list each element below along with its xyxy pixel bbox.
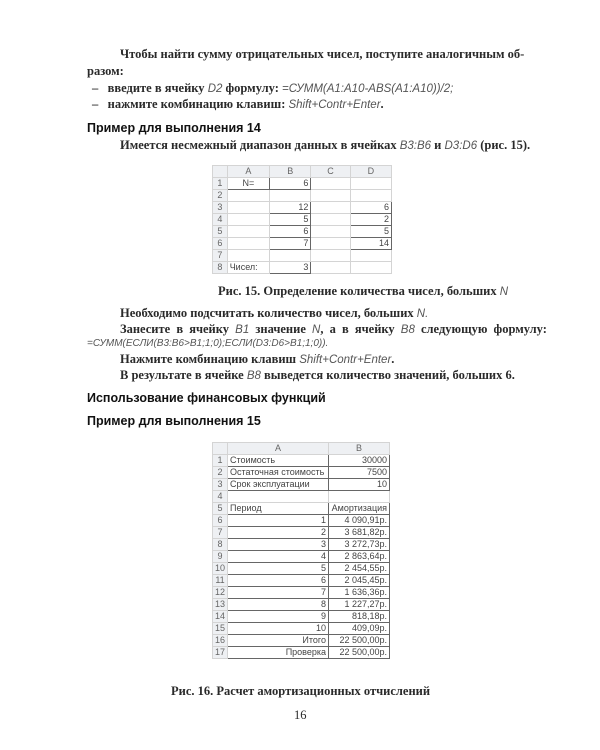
row-header: 5: [213, 226, 228, 238]
text: и: [431, 138, 445, 152]
cell-c: [311, 262, 350, 274]
paragraph-line: [120, 368, 515, 383]
text: формулу:: [222, 81, 283, 95]
cell-a: [228, 491, 329, 503]
keys: Shift+Contr+Enter: [299, 354, 392, 366]
cell-c: [311, 238, 350, 250]
cell-b: 5: [270, 214, 311, 226]
cell-b: 22 500,00р.: [329, 647, 390, 659]
cell-b: 3: [270, 262, 311, 274]
row-header: 1: [213, 455, 228, 467]
cell-b: 2 045,45р.: [329, 575, 390, 587]
paragraph-line: [120, 306, 428, 321]
cell-a: N=: [227, 178, 269, 190]
cell-c: [311, 178, 350, 190]
text: Нажмите комбинацию клавиш: [120, 352, 300, 366]
heading-financial-functions: Использование финансовых функций: [87, 391, 326, 405]
cell-c: [311, 214, 350, 226]
cell-b: [329, 491, 390, 503]
text: выведется количество значений, больших 6.: [260, 368, 515, 382]
cell-b: 2 863,64р.: [329, 551, 390, 563]
keys: Shift+Contr+Enter: [288, 99, 381, 111]
cell-a: 8: [228, 599, 329, 611]
heading-example-15: Пример для выполнения 15: [87, 414, 261, 428]
table-row: [213, 455, 390, 467]
row-header: 15: [213, 623, 228, 635]
figure-15-caption: [218, 284, 508, 299]
table-row: [213, 563, 390, 575]
row-header: 8: [213, 262, 228, 274]
row-header: 7: [213, 527, 228, 539]
text: значение: [249, 322, 313, 336]
text: Необходимо подсчитать количество чисел, больших: [120, 306, 417, 320]
text: В результате в ячейке: [120, 368, 247, 382]
table-row: [213, 551, 390, 563]
cell-a: [227, 238, 269, 250]
table-row: [213, 467, 390, 479]
row-header: 14: [213, 611, 228, 623]
cell-a: Остаточная стоимость: [228, 467, 329, 479]
table-row: [213, 214, 392, 226]
cell-d: 2: [350, 214, 391, 226]
figure-16-caption: Рис. 16. Расчет амортизационных отчислений: [171, 684, 431, 698]
cell-d: [350, 262, 391, 274]
table-row: [213, 599, 390, 611]
table-row: [213, 190, 392, 202]
formula: =СУММ(A1:A10-ABS(A1:A10))/2;: [282, 83, 454, 95]
text: Занесите в ячейку: [120, 322, 236, 336]
cell-d: [350, 190, 391, 202]
paragraph-line: [120, 352, 394, 367]
table-row: [213, 635, 390, 647]
row-header: 12: [213, 587, 228, 599]
text: .: [391, 352, 395, 366]
spreadsheet-figure-15: [212, 165, 392, 274]
column-header: A: [227, 166, 269, 178]
paragraph-line: разом:: [87, 64, 124, 78]
cell-b: 10: [329, 479, 390, 491]
table-row: [213, 623, 390, 635]
row-header: 16: [213, 635, 228, 647]
cell-b: 1 227,27р.: [329, 599, 390, 611]
row-header: 5: [213, 503, 228, 515]
row-header: 6: [213, 238, 228, 250]
row-header: 10: [213, 563, 228, 575]
paragraph-line: Чтобы найти сумму отрицательных чисел, поступите аналогичным об-: [120, 47, 525, 61]
table-row: [213, 575, 390, 587]
cell-d: [350, 250, 391, 262]
text: Рис. 15. Определение количества чисел, больших: [218, 284, 500, 298]
table-row: [213, 515, 390, 527]
row-header: 4: [213, 214, 228, 226]
table-row: [213, 226, 392, 238]
var: N: [312, 324, 321, 336]
row-header: 6: [213, 515, 228, 527]
cell-a: 9: [228, 611, 329, 623]
cell-a: 7: [228, 587, 329, 599]
cell-a: Проверка: [228, 647, 329, 659]
text: введите в ячейку: [107, 81, 208, 95]
table-row: [213, 491, 390, 503]
row-header: 11: [213, 575, 228, 587]
text: , а в ячейку: [320, 322, 401, 336]
row-header: 9: [213, 551, 228, 563]
table-row: [213, 503, 390, 515]
table-row: [213, 647, 390, 659]
cell-b: Амортизация: [329, 503, 390, 515]
cell-a: [227, 250, 269, 262]
page-number: 16: [294, 708, 307, 722]
dash: –: [92, 81, 99, 95]
cell-b: 12: [270, 202, 311, 214]
paragraph-line: [120, 322, 547, 337]
row-header: 7: [213, 250, 228, 262]
text: .: [380, 97, 384, 111]
table-row: [213, 202, 392, 214]
cell-b: [270, 250, 311, 262]
cell-d: 14: [350, 238, 391, 250]
cell-a: Итого: [228, 635, 329, 647]
cell-a: Период: [228, 503, 329, 515]
cell-a: 10: [228, 623, 329, 635]
table-row: [213, 527, 390, 539]
cell-b: 1 636,36р.: [329, 587, 390, 599]
cell-b: 818,18р.: [329, 611, 390, 623]
cell-a: [227, 202, 269, 214]
cell-a: 3: [228, 539, 329, 551]
corner-cell: [213, 443, 228, 455]
column-header: B: [270, 166, 311, 178]
cell-a: 5: [228, 563, 329, 575]
cell-a: 6: [228, 575, 329, 587]
cell-d: 6: [350, 202, 391, 214]
cell-ref: B8: [400, 324, 415, 336]
cell-a: [227, 190, 269, 202]
text: Имеется несмежный диапазон данных в ячейках: [120, 138, 400, 152]
row-header: 8: [213, 539, 228, 551]
table-row: [213, 587, 390, 599]
cell-b: 7500: [329, 467, 390, 479]
cell-b: 7: [270, 238, 311, 250]
bullet-item: [92, 81, 453, 96]
cell-c: [311, 190, 350, 202]
var: N: [499, 286, 509, 298]
table-row: [213, 611, 390, 623]
table-row: [213, 479, 390, 491]
row-header: 17: [213, 647, 228, 659]
cell-a: [227, 214, 269, 226]
cell-a: [227, 226, 269, 238]
cell-b: 2 454,55р.: [329, 563, 390, 575]
table-row: [213, 250, 392, 262]
cell-ref: D2: [207, 83, 223, 95]
cell-b: 6: [270, 226, 311, 238]
cell-d: 5: [350, 226, 391, 238]
row-header: 3: [213, 202, 228, 214]
cell-a: 2: [228, 527, 329, 539]
bullet-item: [92, 97, 384, 112]
corner-cell: [213, 166, 228, 178]
text: нажмите комбинацию клавиш:: [107, 97, 289, 111]
paragraph-line: [120, 138, 530, 153]
text: (рис. 15).: [477, 138, 531, 152]
var: N.: [416, 308, 429, 320]
cell-a: 4: [228, 551, 329, 563]
cell-b: 22 500,00р.: [329, 635, 390, 647]
heading-example-14: Пример для выполнения 14: [87, 121, 261, 135]
row-header: 1: [213, 178, 228, 190]
cell-ref: B1: [235, 324, 250, 336]
cell-d: [350, 178, 391, 190]
cell-a: 1: [228, 515, 329, 527]
row-header: 2: [213, 190, 228, 202]
column-header: D: [350, 166, 391, 178]
row-header: 4: [213, 491, 228, 503]
table-row: [213, 178, 392, 190]
table-row: [213, 238, 392, 250]
cell-b: 30000: [329, 455, 390, 467]
cell-a: Стоимость: [228, 455, 329, 467]
cell-b: 6: [270, 178, 311, 190]
cell-c: [311, 226, 350, 238]
column-header: B: [329, 443, 390, 455]
cell-c: [311, 202, 350, 214]
cell-b: [270, 190, 311, 202]
cell-b: 3 272,73р.: [329, 539, 390, 551]
cell-ref: B8: [246, 370, 261, 382]
range: D3:D6: [444, 140, 478, 152]
cell-b: 409,09р.: [329, 623, 390, 635]
dash: –: [92, 97, 99, 111]
text: следующую формулу:: [414, 322, 547, 336]
cell-a: Срок эксплуатации: [228, 479, 329, 491]
row-header: 13: [213, 599, 228, 611]
spreadsheet-figure-16: [212, 442, 390, 659]
cell-b: 3 681,82р.: [329, 527, 390, 539]
range: B3:B6: [399, 140, 432, 152]
column-header: C: [311, 166, 350, 178]
row-header: 3: [213, 479, 228, 491]
table-row: [213, 539, 390, 551]
cell-a: Чисел:: [227, 262, 269, 274]
cell-b: 4 090,91р.: [329, 515, 390, 527]
column-header: A: [228, 443, 329, 455]
cell-c: [311, 250, 350, 262]
table-row: [213, 262, 392, 274]
formula-line: =СУММ(ЕСЛИ(B3:B6>B1;1;0);ЕСЛИ(D3:D6>B1;1;0)).: [87, 338, 329, 349]
row-header: 2: [213, 467, 228, 479]
